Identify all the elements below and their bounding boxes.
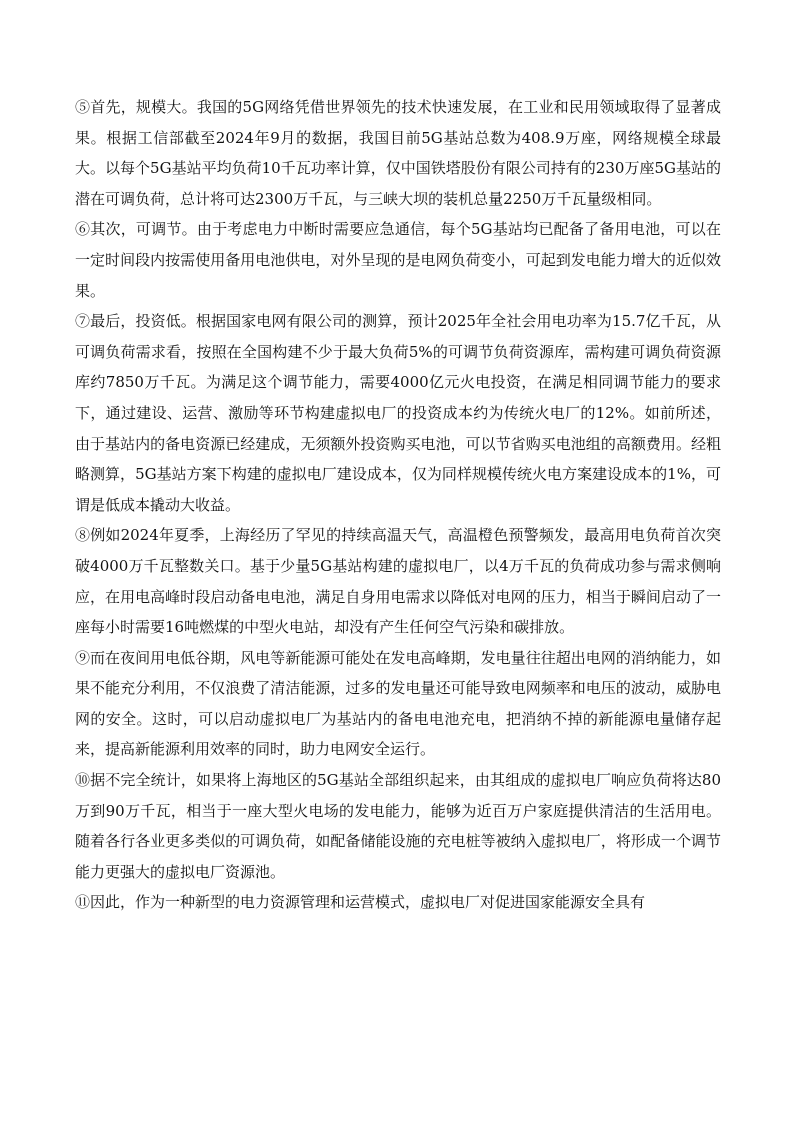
paragraph-text: 其次，可调节。由于考虑电力中断时需要应急通信，每个5G基站均已配备了备用电池，可以在一定时间段内按需使用备用电池供电，对外呈现的是电网负荷变小，可起到发电能力增大的近似效果。 (75, 220, 721, 300)
paragraph-number: ⑧ (75, 526, 91, 545)
paragraph-10 (75, 765, 721, 887)
paragraph-7 (75, 306, 721, 520)
paragraph-11 (75, 887, 721, 918)
paragraph-text: 据不完全统计，如果将上海地区的5G基站全部组织起来，由其组成的虚拟电厂响应负荷将达80万到90万千瓦，相当于一座大型火电场的发电能力，能够为近百万户家庭提供清洁的生活用电。随着各行各业更多类似的可调负荷，如配备储能设施的充电桩等被纳入虚拟电厂，将形成一个调节能力更强大的虚拟电厂资源池。 (75, 771, 721, 881)
paragraph-number: ⑪ (75, 893, 91, 912)
paragraph-5 (75, 92, 721, 214)
paragraph-number: ⑦ (75, 312, 91, 331)
paragraph-text: 例如2024年夏季，上海经历了罕见的持续高温天气，高温橙色预警频发，最高用电负荷首次突破4000万千瓦整数关口。基于少量5G基站构建的虚拟电厂，以4万千瓦的负荷成功参与需求侧响应，在用电高峰时段启动备电电池，满足自身用电需求以降低对电网的压力，相当于瞬间启动了一座每小时需要16吨燃煤的中型火电站，却没有产生任何空气污染和碳排放。 (75, 526, 721, 637)
paragraph-number: ⑩ (75, 771, 91, 790)
article-body (75, 92, 721, 918)
paragraph-text: 首先，规模大。我国的5G网络凭借世界领先的技术快速发展，在工业和民用领域取得了显著成果。根据工信部截至2024年9月的数据，我国目前5G基站总数为408.9万座，网络规模全球最大。以每个5G基站平均负荷10千瓦功率计算，仅中国铁塔股份有限公司持有的230万座5G基站的潜在可调负荷，总计将可达2300万千瓦，与三峡大坝的装机总量2250万千瓦量级相同。 (75, 98, 721, 208)
paragraph-text: 而在夜间用电低谷期，风电等新能源可能处在发电高峰期，发电量往往超出电网的消纳能力，如果不能充分利用，不仅浪费了清洁能源，过多的发电量还可能导致电网频率和电压的波动，威胁电网的安全。这时，可以启动虚拟电厂为基站内的备电电池充电，把消纳不掉的新能源电量储存起来，提高新能源利用效率的同时，助力电网安全运行。 (75, 648, 721, 759)
paragraph-text: 因此，作为一种新型的电力资源管理和运营模式，虚拟电厂对促进国家能源安全具有 (90, 893, 646, 912)
paragraph-number: ⑥ (75, 220, 91, 239)
paragraph-8 (75, 520, 721, 642)
paragraph-number: ⑤ (75, 98, 91, 116)
paragraph-6 (75, 214, 721, 306)
paragraph-number: ⑨ (75, 648, 91, 667)
paragraph-9 (75, 643, 721, 765)
paragraph-text: 最后，投资低。根据国家电网有限公司的测算，预计2025年全社会用电功率为15.7亿千瓦，从可调负荷需求看，按照在全国构建不少于最大负荷5%的可调节负荷资源库，需构建可调负荷资源库约7850万千瓦。为满足这个调节能力，需要4000亿元火电投资，在满足相同调节能力的要求下，通过建设、运营、激励等环节构建虚拟电厂的投资成本约为传统火电厂的12%。如前所述，由于基站内的备电资源已经建成，无须额外投资购买电池，可以节省购买电池组的高额费用。经粗略测算，5G基站方案下构建的虚拟电厂建设成本，仅为同样规模传统火电方案建设成本的1%，可谓是低成本撬动大收益。 (75, 312, 721, 514)
